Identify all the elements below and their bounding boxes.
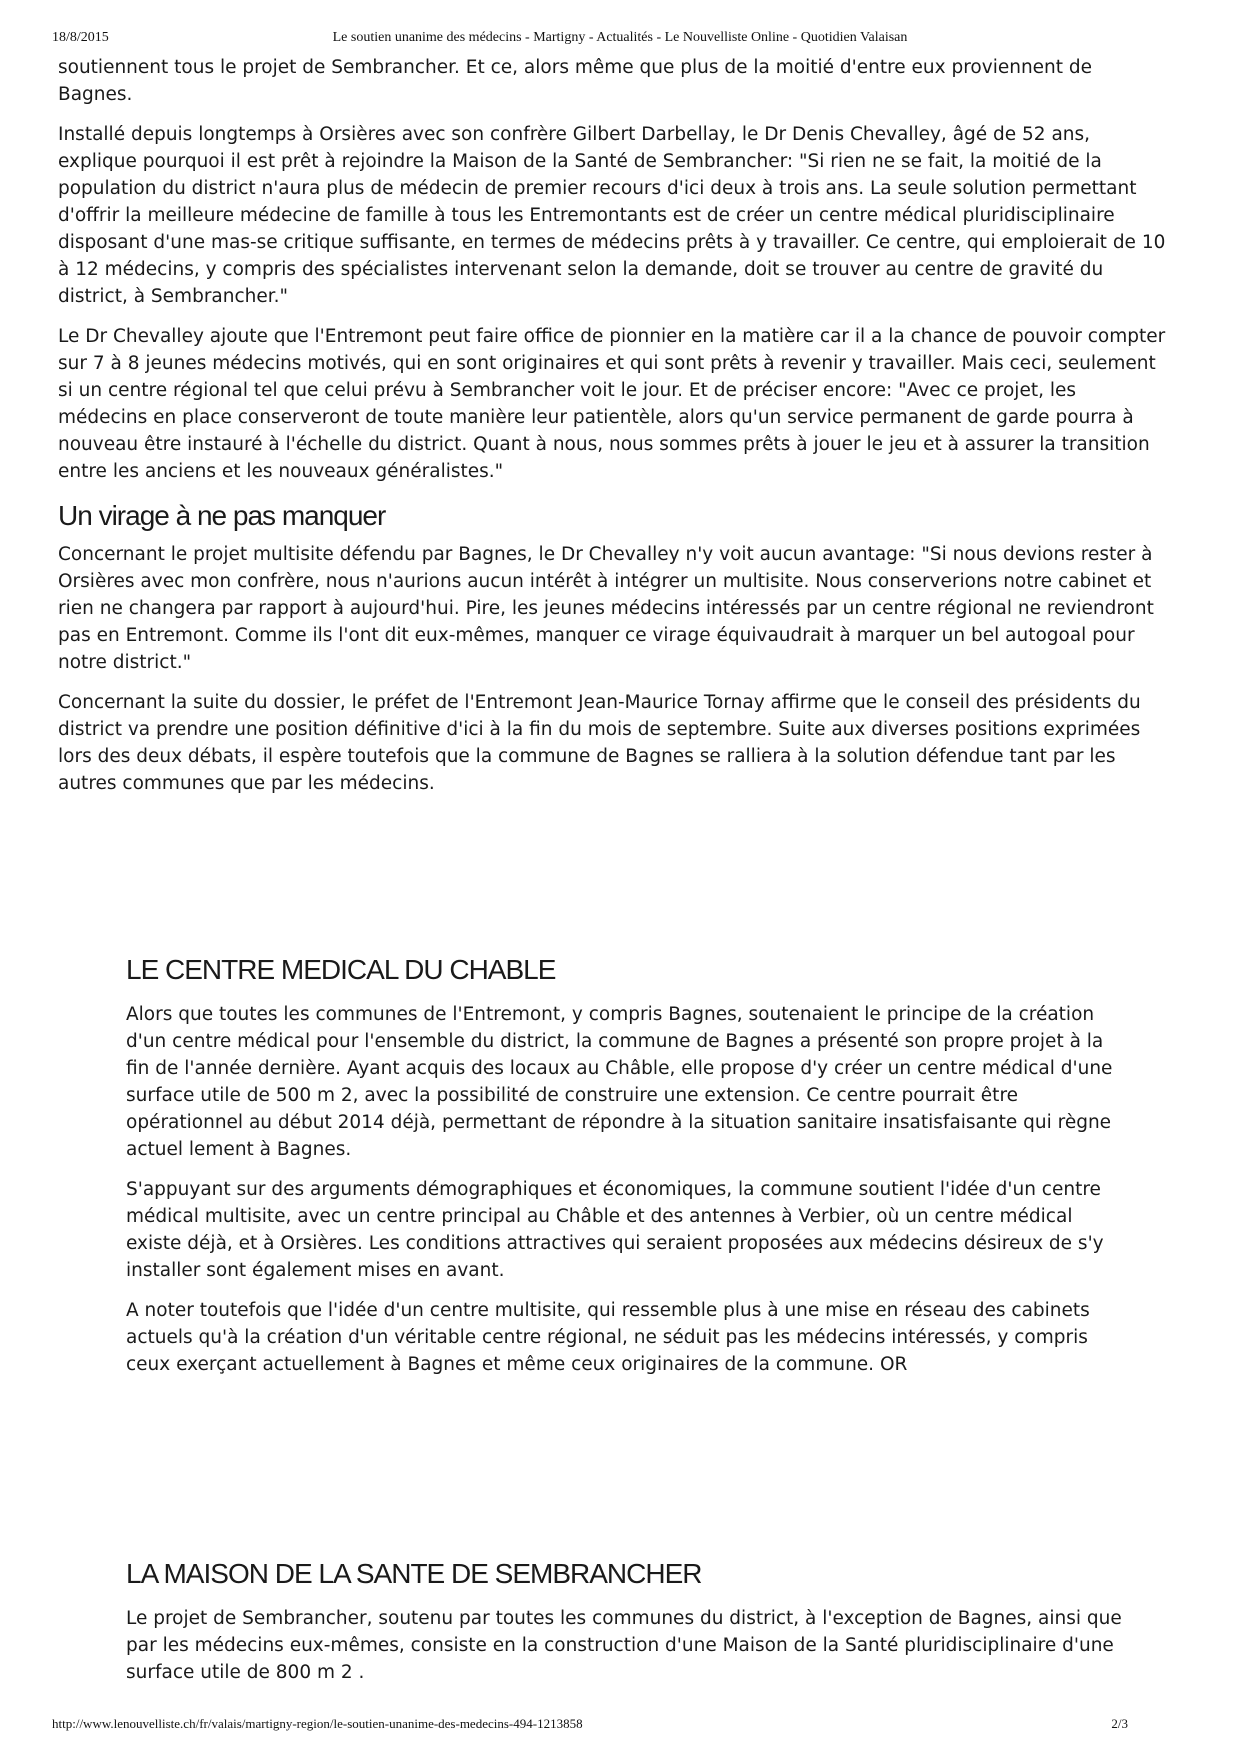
print-page-title: Le soutien unanime des médecins - Martigny - Actualités - Le Nouvelliste Online - Quotidien Valaisan — [332, 30, 908, 45]
box-paragraph: Alors que toutes les communes de l'Entremont, y compris Bagnes, soutenaient le principe de la création d'un centre médical pour l'ensemble du district, la commune de Bagnes a présenté son propre projet à la fin de l'année dernière. Ayant acquis des locaux au Châble, elle propose d'y créer un centre médical d'une surface utile de 500 m 2, avec la possibilité de construire une extension. Ce centre pourrait être opérationnel au début 2014 déjà, permettant de répondre à la situation sanitaire insatisfaisante qui règne actuel lement à Bagnes. — [126, 1004, 1113, 1160]
article-paragraph: Installé depuis longtemps à Orsières avec son confrère Gilbert Darbellay, le Dr Denis Chevalley, âgé de 52 ans, explique pourquoi il est prêt à rejoindre la Maison de la Santé de Sembrancher: "Si rien ne se fait, la moitié de la population du district n'aura plus de médecin de premier recours d'ici deux à trois ans. La seule solution permettant d'offrir la meilleure médecine de famille à tous les Entremontants est de créer un centre médical pluridisciplinaire disposant d'une mas-se critique suffisante, en termes de médecins prêts à y travailler. Ce centre, qui emploierait de 10 à 12 médecins, y compris des spécialistes intervenant selon la demande, doit se trouver au centre de gravité du district, à Sembrancher." — [58, 124, 1166, 307]
print-url: http://www.lenouvelliste.ch/fr/valais/martigny-region/le-soutien-unanime-des-medecins-494-1213858 — [52, 1716, 583, 1731]
box-paragraph: A noter toutefois que l'idée d'un centre multisite, qui ressemble plus à une mise en réseau des cabinets actuels qu'à la création d'un véritable centre régional, ne séduit pas les médecins intéressés, y compris ceux exerçant actuellement à Bagnes et même ceux originaires de la commune. OR — [126, 1300, 1090, 1375]
sidebar-box-chable — [126, 952, 1126, 1391]
print-date: 18/8/2015 — [52, 30, 109, 45]
article-paragraph: Le Dr Chevalley ajoute que l'Entremont peut faire office de pionnier en la matière car il a la chance de pouvoir compter sur 7 à 8 jeunes médecins motivés, qui en sont originaires et qui sont prêts à revenir y travailler. Mais ceci, seulement si un centre régional tel que celui prévu à Sembrancher voit le jour. Et de préciser encore: "Avec ce projet, les médecins en place conserveront de toute manière leur patientèle, alors qu'un service permanent de garde pourra à nouveau être instauré à l'échelle du district. Quant à nous, nous sommes prêts à jouer le jeu et à assurer la transition entre les anciens et les nouveaux généralistes." — [58, 326, 1166, 482]
box-paragraph: Le projet de Sembrancher, soutenu par toutes les communes du district, à l'exception de Bagnes, ainsi que par les médecins eux-mêmes, consiste en la construction d'une Maison de la Santé pluridisciplinaire d'une surface utile de 800 m 2 . — [126, 1608, 1122, 1683]
article-paragraph: Concernant le projet multisite défendu par Bagnes, le Dr Chevalley n'y voit aucun avantage: "Si nous devions rester à Orsières avec mon confrère, nous n'aurions aucun intérêt à intégrer un multisite. Nous conserverions notre cabinet et rien ne changera par rapport à aujourd'hui. Pire, les jeunes médecins intéressés par un centre régional ne reviendront pas en Entremont. Comme ils l'ont dit eux-mêmes, manquer ce virage équivaudrait à marquer un bel autogoal pour notre district." — [58, 544, 1154, 673]
box-heading: LE CENTRE MEDICAL DU CHABLE — [126, 954, 556, 985]
article-paragraph: soutiennent tous le projet de Sembrancher. Et ce, alors même que plus de la moitié d'entre eux proviennent de Bagnes. — [58, 57, 1093, 105]
sidebar-box-sembrancher — [126, 1556, 1126, 1699]
box-heading: LA MAISON DE LA SANTE DE SEMBRANCHER — [126, 1558, 702, 1589]
article-subheading: Un virage à ne pas manquer — [58, 500, 386, 531]
article-body — [58, 54, 1168, 810]
article-paragraph: Concernant la suite du dossier, le préfet de l'Entremont Jean-Maurice Tornay affirme que le conseil des présidents du district va prendre une position définitive d'ici à la fin du mois de septembre. Suite aux diverses positions exprimées lors des deux débats, il espère toutefois que la commune de Bagnes se ralliera à la solution défendue tant par les autres communes que par les médecins. — [58, 692, 1141, 794]
page-number: 2/3 — [1111, 1716, 1128, 1731]
box-paragraph: S'appuyant sur des arguments démographiques et économiques, la commune soutient l'idée d'un centre médical multisite, avec un centre principal au Châble et des antennes à Verbier, où un centre médical existe déjà, et à Orsières. Les conditions attractives qui seraient proposées aux médecins désireux de s'y installer sont également mises en avant. — [126, 1179, 1104, 1281]
